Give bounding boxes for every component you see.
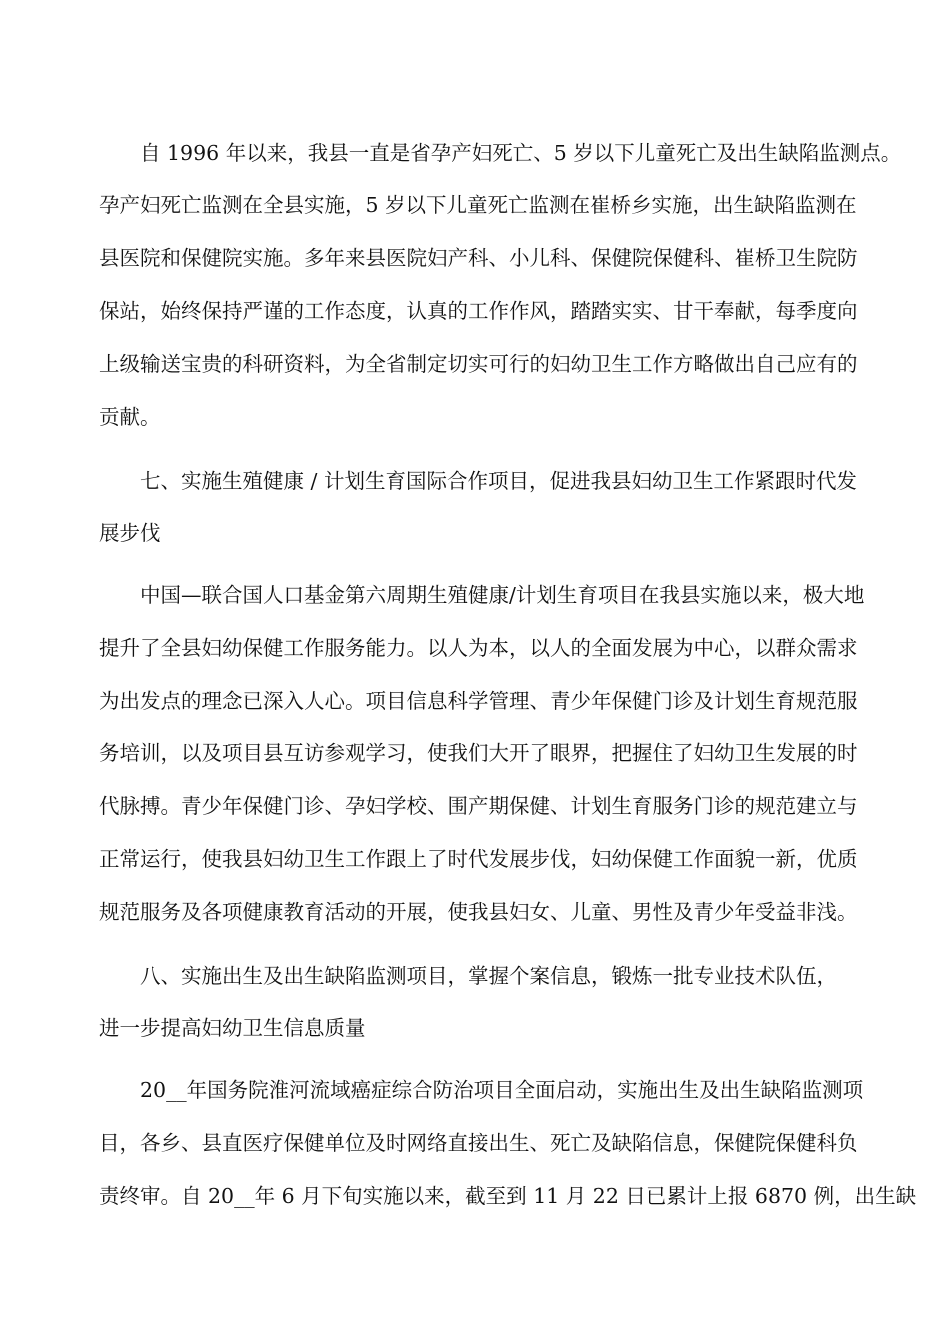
paragraph-line: 规范服务及各项健康教育活动的开展，使我县妇女、儿童、男性及青少年受益非浅。 <box>99 900 858 924</box>
paragraph-line: 保站，始终保持严谨的工作态度，认真的工作作风，踏踏实实、甘干奉献，每季度向 <box>99 299 858 323</box>
paragraph-line: 务培训，以及项目县互访参观学习，使我们大开了眼界，把握住了妇幼卫生发展的时 <box>99 741 858 765</box>
section-heading-line: 八、实施出生及出生缺陷监测项目，掌握个案信息，锻炼一批专业技术队伍， <box>140 964 837 988</box>
paragraph-line: 中国—联合国人口基金第六周期生殖健康/计划生育项目在我县实施以来，极大地 <box>140 583 865 607</box>
paragraph-line: 贡献。 <box>99 405 161 429</box>
paragraph-line: 县医院和保健院实施。多年来县医院妇产科、小儿科、保健院保健科、崔桥卫生院防 <box>99 246 858 270</box>
paragraph-line: 20__年国务院淮河流域癌症综合防治项目全面启动，实施出生及出生缺陷监测项 <box>140 1078 864 1102</box>
section-heading-line: 展步伐 <box>99 521 161 545</box>
paragraph-line: 自 1996 年以来，我县一直是省孕产妇死亡、5 岁以下儿童死亡及出生缺陷监测点。 <box>140 141 902 165</box>
paragraph-line: 正常运行，使我县妇幼卫生工作跟上了时代发展步伐，妇幼保健工作面貌一新，优质 <box>99 847 858 871</box>
paragraph-line: 目，各乡、县直医疗保健单位及时网络直接出生、死亡及缺陷信息，保健院保健科负 <box>99 1131 858 1155</box>
section-heading-line: 进一步提高妇幼卫生信息质量 <box>99 1016 366 1040</box>
paragraph-line: 责终审。自 20__年 6 月下旬实施以来，截至到 11 月 22 日已累计上报 6870 例，出生缺 <box>99 1184 917 1208</box>
paragraph-line: 提升了全县妇幼保健工作服务能力。以人为本，以人的全面发展为中心，以群众需求 <box>99 636 858 660</box>
paragraph-line: 代脉搏。青少年保健门诊、孕妇学校、围产期保健、计划生育服务门诊的规范建立与 <box>99 794 858 818</box>
paragraph-line: 上级输送宝贵的科研资料，为全省制定切实可行的妇幼卫生工作方略做出自己应有的 <box>99 352 858 376</box>
paragraph-line: 为出发点的理念已深入人心。项目信息科学管理、青少年保健门诊及计划生育规范服 <box>99 689 858 713</box>
section-heading-line: 七、实施生殖健康 / 计划生育国际合作项目，促进我县妇幼卫生工作紧跟时代发 <box>140 469 857 493</box>
paragraph-line: 孕产妇死亡监测在全县实施，5 岁以下儿童死亡监测在崔桥乡实施，出生缺陷监测在 <box>99 193 857 217</box>
